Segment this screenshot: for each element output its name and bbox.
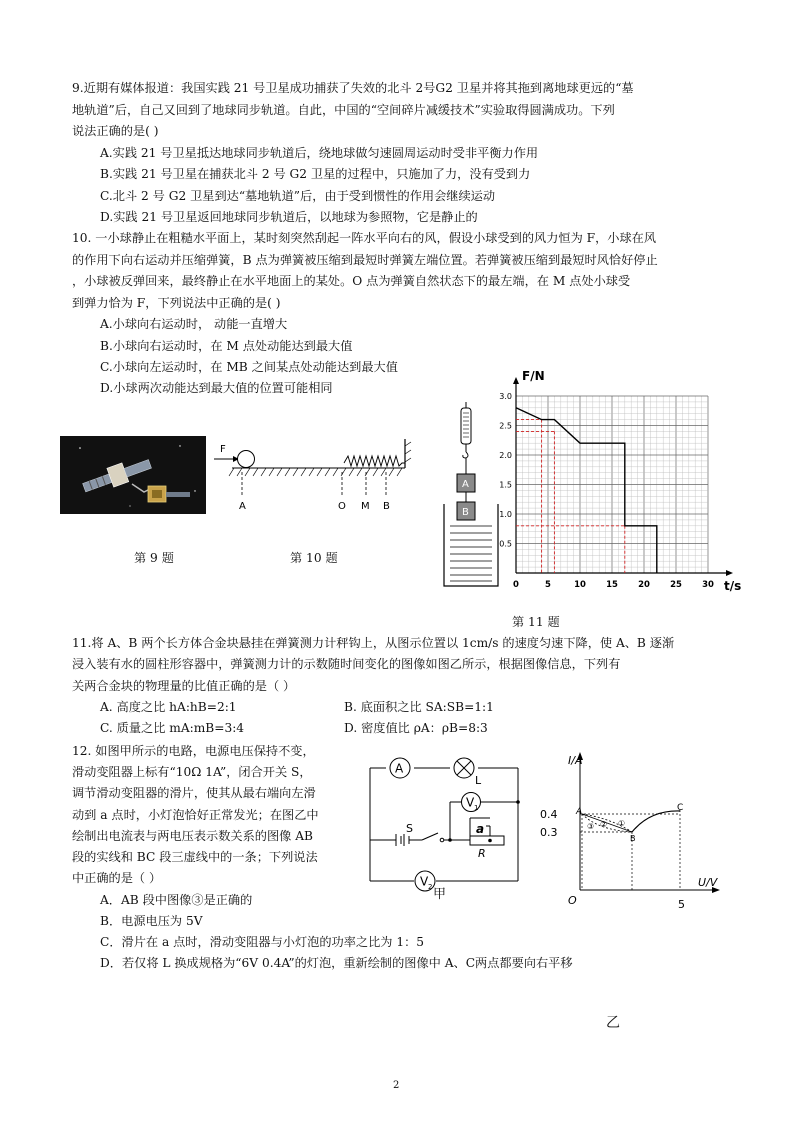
q12-option-b: B．电源电压为 5V	[100, 914, 203, 928]
q10-stem-line-2: 的作用下向右运动并压缩弹簧，B 点为弹簧被压缩到最短时弹簧左端位置。若弹簧被压缩到最短时风恰好停止	[72, 253, 658, 267]
x-tick-label: 15	[606, 580, 618, 590]
q11-option-c: C. 质量之比 mA:mB=3:4	[100, 721, 245, 735]
q9-stem-line-3: 说法正确的是( )	[72, 124, 159, 138]
voltmeter-1-label: V	[466, 795, 475, 810]
q12-current-voltage-graph	[530, 748, 726, 912]
lamp-label: L	[475, 774, 482, 787]
q12-stem-line-6: 段的实线和 BC 段三虚线中的一条；下列说法	[72, 850, 318, 864]
q12-option-a: A．AB 段中图像③是正确的	[100, 893, 253, 907]
x-tick-label: 30	[702, 580, 714, 590]
q12-stem-line-4: 动到 a 点时，小灯泡恰好正常发光；在图乙中	[72, 808, 319, 822]
q11-stem-line-2: 浸入装有水的圆柱形容器中，弹簧测力计的示数随时间变化的图像如图乙所示，根据图像信息，下列有	[72, 657, 621, 671]
x-tick-label: 20	[638, 580, 650, 590]
chart-axes	[513, 377, 733, 576]
q12-stem-line-3: 调节滑动变阻器的滑片，使其从最右端向左滑	[72, 786, 316, 800]
q11-caption: 第 11 题	[512, 615, 560, 629]
water-lines	[450, 526, 492, 581]
q12-stem-line-2: 滑动变阻器上标有“10Ω 1A”，闭合开关 S，	[72, 765, 312, 779]
q10-stem-line-4: 到弹力恰为 F，下列说法中正确的是( )	[72, 296, 281, 310]
q12-stem-line-5: 绘制出电流表与两电压表示数关系的图像 AB	[72, 829, 314, 843]
y-tick-label: 1.5	[499, 480, 512, 490]
q9-caption: 第 9 题	[134, 551, 174, 565]
graph-point-b: B	[630, 834, 636, 843]
x-axis-arrow	[726, 570, 733, 576]
q10-caption: 第 10 题	[290, 551, 338, 565]
q11-option-d: D. 密度值比 ρA：ρB=8:3	[344, 721, 488, 735]
y-tick-label: 1.0	[499, 510, 512, 519]
q12-option-c: C．滑片在 a 点时，滑动变阻器与小灯泡的功率之比为 1：5	[100, 935, 425, 949]
ground-hatching	[229, 468, 402, 476]
graph-x-label: U/V	[698, 876, 718, 889]
q10-point-m: M	[361, 501, 370, 512]
q9-option-c: C.北斗 2 号 G2 卫星到达“墓地轨道”后，由于受到惯性的作用会继续运动	[100, 189, 496, 203]
x-tick-label: 0	[513, 580, 519, 590]
q9-option-d: D.实践 21 号卫星返回地球同步轨道后，以地球为参照物，它是静止的	[100, 210, 478, 224]
graph-tick-5: 5	[678, 898, 685, 911]
chart-grid	[516, 396, 708, 573]
q10-option-d: D.小球两次动能达到最大值的位置可能相同	[100, 381, 333, 395]
q9-stem-line-1: 9.近期有媒体报道：我国实践 21 号卫星成功捕获了失效的北斗 2号G2 卫星并将其拖到离地球更远的“墓	[72, 81, 634, 95]
spring	[344, 456, 405, 466]
graph-point-c: C	[677, 803, 684, 813]
graph-tick-0-3: 0.3	[540, 826, 558, 839]
q10-option-b: B.小球向右运动时，在 M 点处动能达到最大值	[100, 339, 353, 353]
q10-stem-line-1: 10. 一小球静止在粗糙水平面上，某时刻突然刮起一阵水平向右的风，假设小球受到的风力恒为 F，小球在风	[72, 231, 657, 245]
y-tick-label: 0.5	[499, 539, 512, 549]
voltmeter-1-subscript: 1	[474, 804, 479, 812]
ammeter-label: A	[395, 761, 404, 776]
q9-satellite-photo	[60, 436, 206, 514]
curve-3-label: ③	[587, 822, 595, 831]
graph-tick-0-4: 0.4	[540, 808, 558, 821]
chart-tick-labels	[499, 392, 714, 590]
q10-point-o: O	[338, 501, 346, 512]
x-tick-label: 10	[574, 580, 586, 590]
q10-force-label: F	[220, 444, 226, 455]
q10-option-a: A.小球向右运动时， 动能一直增大	[100, 317, 288, 331]
q10-spring-diagram	[208, 436, 418, 516]
q12-stem-line-1: 12. 如图甲所示的电路，电源电压保持不变，	[72, 744, 315, 758]
x-tick-label: 25	[670, 580, 682, 590]
curve-2-label: ②	[600, 820, 608, 829]
q11-stem-line-3: 关两合金块的物理量的比值正确的是（ ）	[72, 679, 296, 693]
y-tick-label: 2.5	[499, 421, 512, 431]
q11-option-b: B. 底面积之比 SA:SB=1:1	[344, 700, 494, 714]
q12-stem-line-7: 中正确的是（ ）	[72, 871, 162, 885]
q10-point-a: A	[239, 501, 246, 512]
x-tick-label: 5	[545, 580, 551, 590]
switch-label: S	[406, 822, 413, 835]
q11-force-time-chart	[494, 366, 756, 594]
q12-option-d: D．若仅将 L 换成规格为“6V 0.4A”的灯泡，重新绘制的图像中 A、C两点都要向右平移	[100, 956, 573, 970]
q10-option-c: C.小球向左运动时，在 MB 之间某点处动能达到最大值	[100, 360, 398, 374]
q11-option-a: A. 高度之比 hA:hB=2:1	[100, 700, 237, 714]
graph-y-label: I/A	[568, 754, 583, 767]
block-b-label: B	[462, 507, 469, 518]
q9-option-b: B.实践 21 号卫星在捕获北斗 2 号 G2 卫星的过程中，只施加了力，没有受到力	[100, 167, 531, 181]
page-number: 2	[393, 1080, 400, 1091]
curve-1-label: ①	[618, 819, 626, 828]
graph-origin: O	[568, 894, 577, 907]
q12-circuit-diagram	[366, 756, 524, 906]
y-tick-label: 3.0	[499, 392, 512, 401]
graph-point-a: A	[576, 807, 583, 817]
rheostat-label: R	[478, 847, 486, 860]
y-axis-arrow	[513, 377, 519, 384]
y-tick-label: 2.0	[499, 451, 512, 460]
rheostat	[470, 836, 504, 845]
chart-y-axis-label: F/N	[522, 369, 545, 383]
spring-scale	[461, 408, 471, 444]
voltmeter-2-subscript: 2	[428, 883, 433, 891]
voltmeter-2-label: V	[420, 874, 429, 889]
q10-stem-line-3: ，小球被反弹回来，最终静止在水平地面上的某处。O 点为弹簧自然状态下的最左端，在 M 点处小球受	[72, 274, 631, 288]
q11-stem-line-1: 11.将 A、B 两个长方体合金块悬挂在弹簧测力计秤钩上，从图示位置以 1cm/s 的速度匀速下降，使 A、B 逐渐	[72, 636, 675, 650]
q10-point-b: B	[383, 501, 390, 512]
q12-circuit-caption: 甲	[433, 887, 447, 902]
q9-option-a: A.实践 21 号卫星抵达地球同步轨道后，绕地球做匀速圆周运动时受非平衡力作用	[100, 146, 539, 160]
block-a-label: A	[462, 479, 469, 490]
chart-x-axis-label: t/s	[724, 579, 742, 593]
q12-graph-caption: 乙	[606, 1015, 620, 1031]
slider-point-a-label: a	[476, 822, 485, 836]
q9-stem-line-2: 地轨道”后，自己又回到了地球同步轨道。自此，中国的“空间碎片减缓技术”实验取得圆满成功。下列	[72, 103, 615, 117]
